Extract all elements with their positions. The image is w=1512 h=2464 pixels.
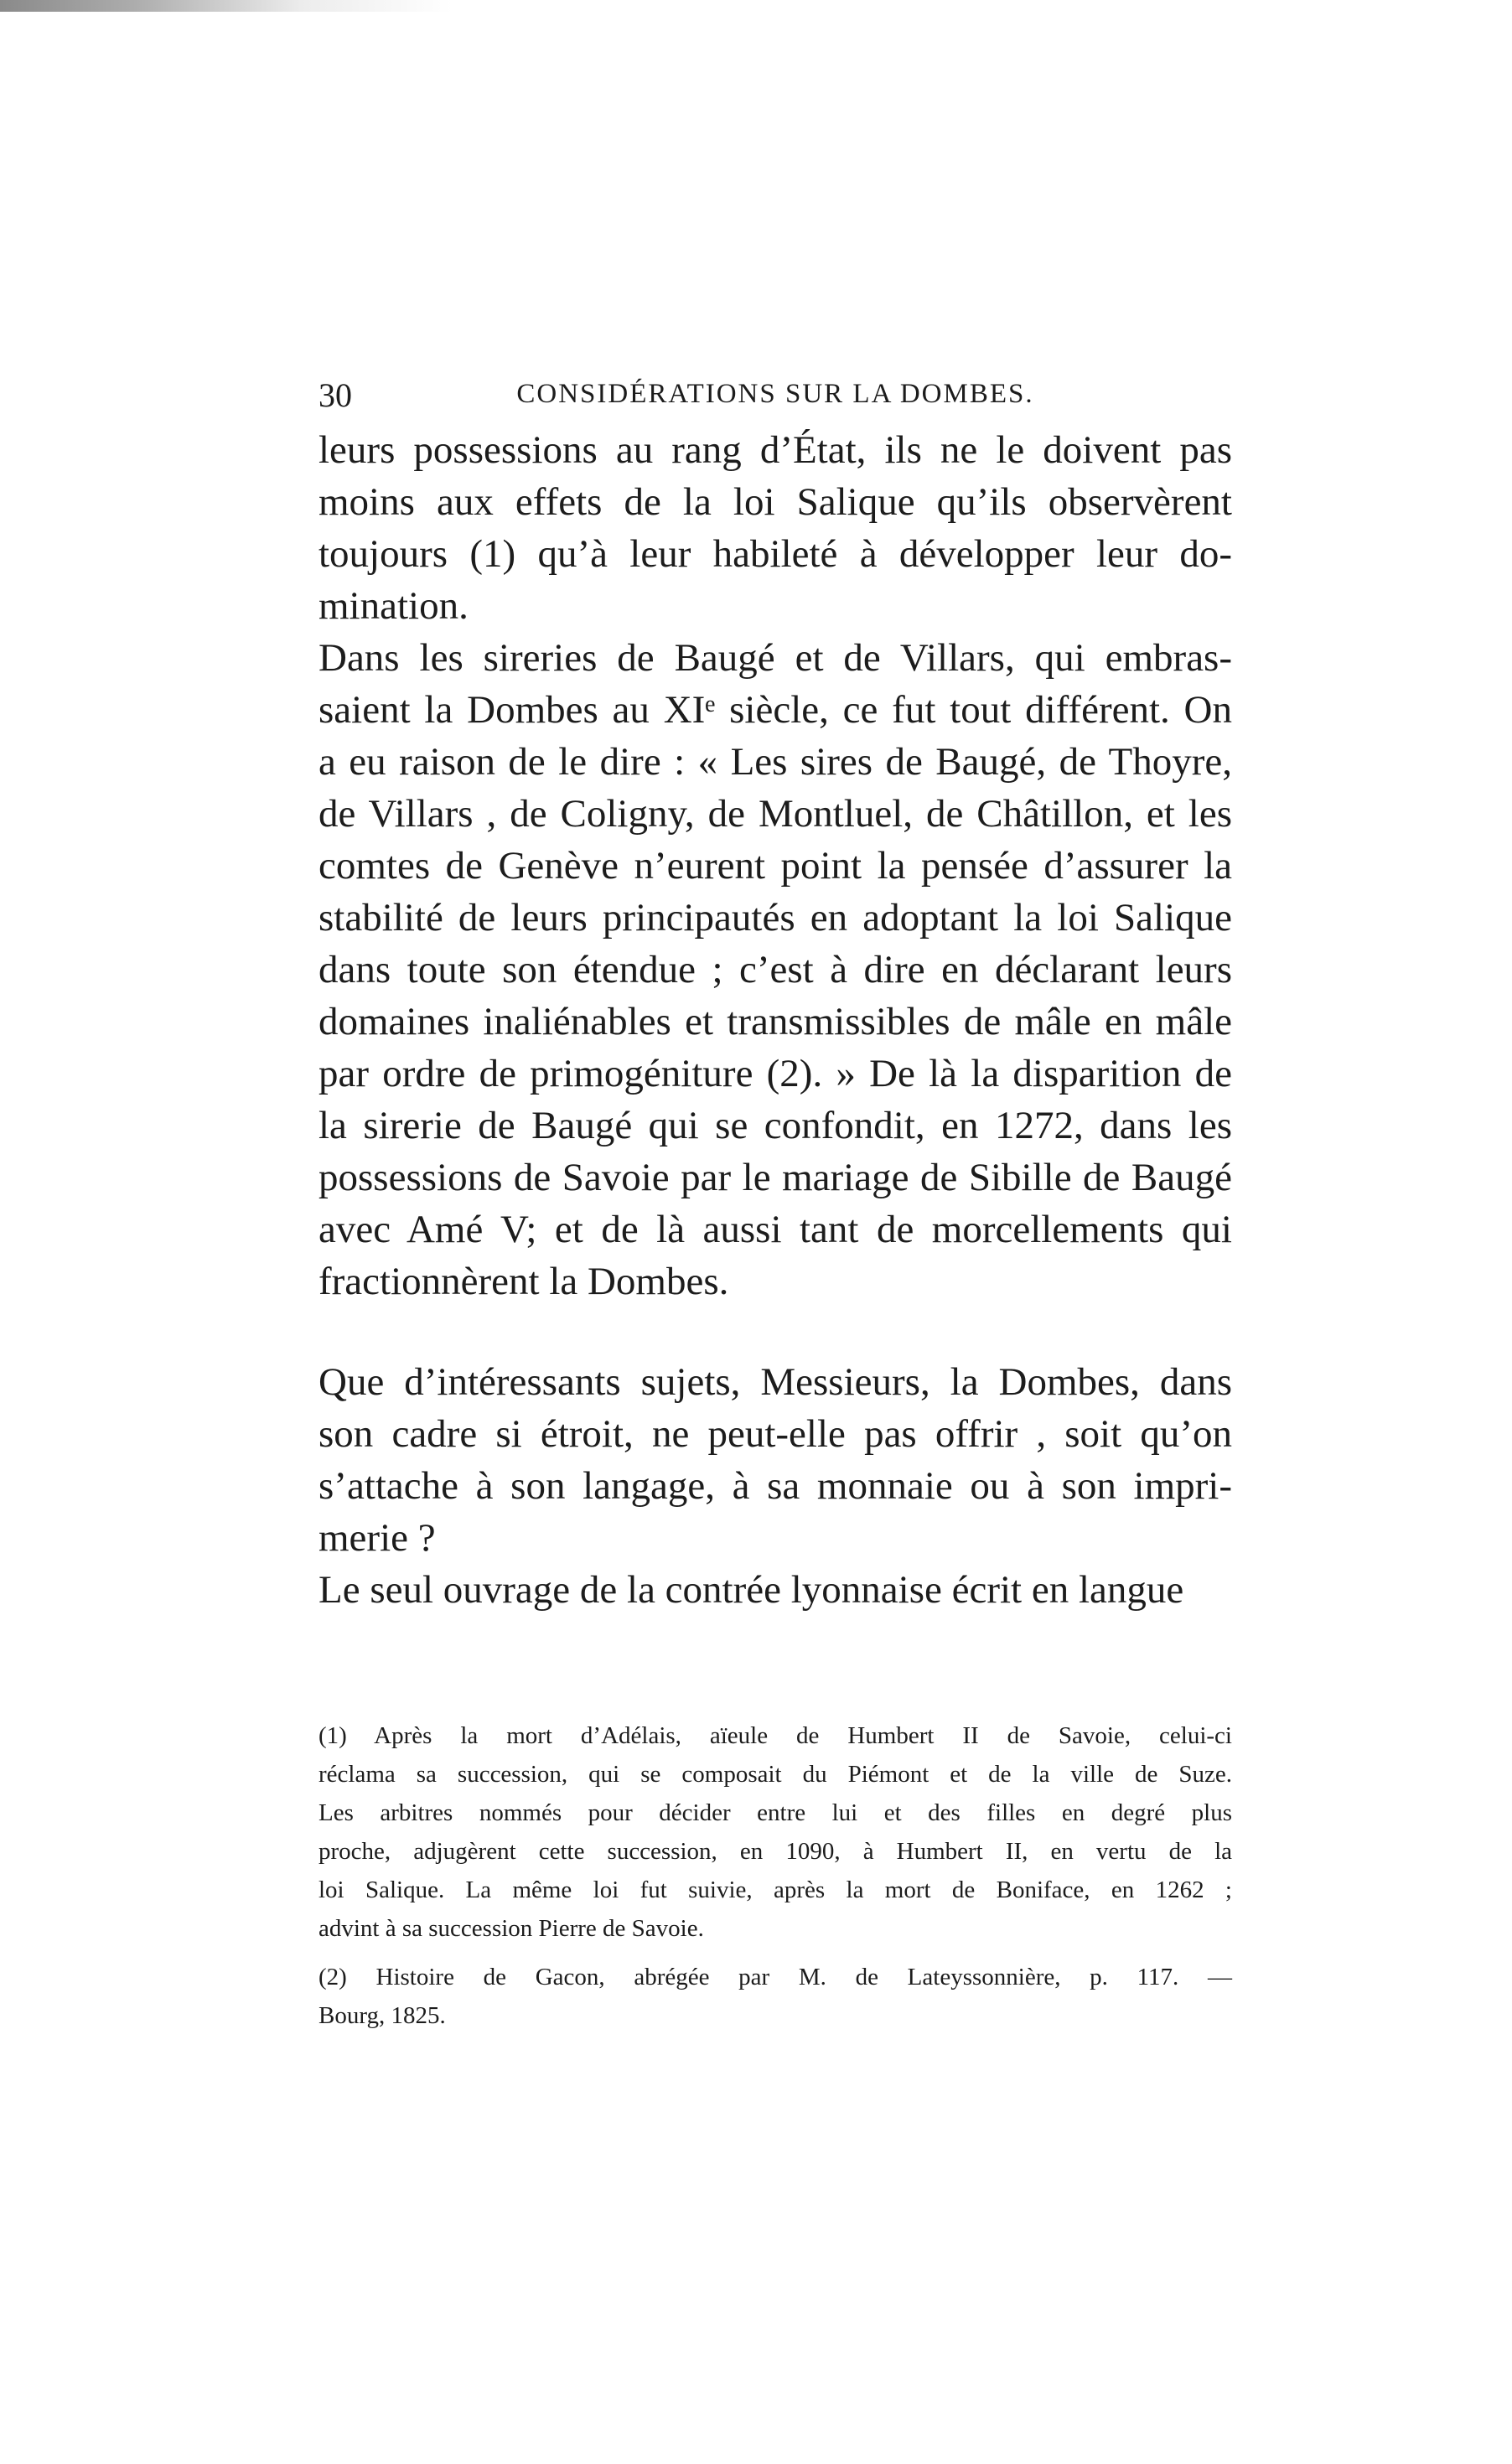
- text-line: leurs possessions au rang d’État, ils ne le doivent pas: [318, 428, 1232, 472]
- text-line: dans toute son étendue ; c’est à dire en déclarant leurs: [318, 948, 1232, 991]
- footnote-line: Les arbitres nommés pour décider entre lui et des filles en degré plus: [318, 1799, 1232, 1826]
- text-line: Que d’intéressants sujets, Messieurs, la Dombes, dans: [318, 1360, 1232, 1404]
- paragraph: [318, 1564, 1232, 1616]
- text-line: toujours (1) qu’à leur habileté à développer leur do-: [318, 532, 1232, 576]
- footnote: [318, 1958, 1232, 2035]
- text-line: domaines inaliénables et transmissibles de mâle en mâle: [318, 1000, 1232, 1043]
- text-line: s’attache à son langage, à sa monnaie ou à son impri-: [318, 1464, 1232, 1508]
- paragraph: [318, 424, 1232, 632]
- text-line: possessions de Savoie par le mariage de Sibille de Baugé: [318, 1156, 1232, 1199]
- text-line: comtes de Genève n’eurent point la pensée d’assurer la: [318, 844, 1232, 888]
- footnote-line: advint à sa succession Pierre de Savoie.: [318, 1915, 704, 1942]
- footnote-line: réclama sa succession, qui se composait du Piémont et de la ville de Suze.: [318, 1761, 1232, 1788]
- text-line: saient la Dombes au XIᵉ siècle, ce fut tout différent. On: [318, 688, 1232, 732]
- main-text: [318, 424, 1232, 1616]
- footnotes: [318, 1716, 1232, 2035]
- text-line: mination.: [318, 584, 469, 628]
- text-line: moins aux effets de la loi Salique qu’ils observèrent: [318, 480, 1232, 524]
- text-line: la sirerie de Baugé qui se confondit, en 1272, dans les: [318, 1104, 1232, 1147]
- text-line: son cadre si étroit, ne peut-elle pas offrir , soit qu’on: [318, 1412, 1232, 1456]
- text-line: merie ?: [318, 1516, 436, 1560]
- text-line: par ordre de primogéniture (2). » De là la disparition de: [318, 1052, 1232, 1095]
- scan-edge-mark: [0, 0, 754, 12]
- footnote-line: Bourg, 1825.: [318, 2002, 446, 2029]
- paragraph: [318, 1356, 1232, 1564]
- running-head-title: CONSIDÉRATIONS SUR LA DOMBES.: [516, 379, 1034, 409]
- paragraph-gap: [318, 1307, 1232, 1356]
- text-line: stabilité de leurs principautés en adoptant la loi Salique: [318, 896, 1232, 940]
- text-line: avec Amé V; et de là aussi tant de morcellements qui: [318, 1208, 1232, 1251]
- footnote-line: (2) Histoire de Gacon, abrégée par M. de Lateyssonnière, p. 117. —: [318, 1964, 1232, 1990]
- running-head: [318, 369, 1232, 419]
- footnote-line: loi Salique. La même loi fut suivie, après la mort de Boniface, en 1262 ;: [318, 1876, 1232, 1903]
- footnote-line: proche, adjugèrent cette succession, en 1090, à Humbert II, en vertu de la: [318, 1838, 1232, 1865]
- page-number: 30: [318, 376, 352, 414]
- paragraph: [318, 632, 1232, 1307]
- footnote: [318, 1716, 1232, 1948]
- footnote-line: (1) Après la mort d’Adélais, aïeule de Humbert II de Savoie, celui-ci: [318, 1722, 1232, 1749]
- text-line: a eu raison de le dire : « Les sires de Baugé, de Thoyre,: [318, 740, 1232, 784]
- text-line: Dans les sireries de Baugé et de Villars, qui embras-: [318, 636, 1232, 680]
- text-line: de Villars , de Coligny, de Montluel, de Châtillon, et les: [318, 792, 1232, 836]
- text-line: Le seul ouvrage de la contrée lyonnaise écrit en langue: [318, 1568, 1184, 1612]
- text-line: fractionnèrent la Dombes.: [318, 1260, 729, 1303]
- book-page: [318, 369, 1232, 2045]
